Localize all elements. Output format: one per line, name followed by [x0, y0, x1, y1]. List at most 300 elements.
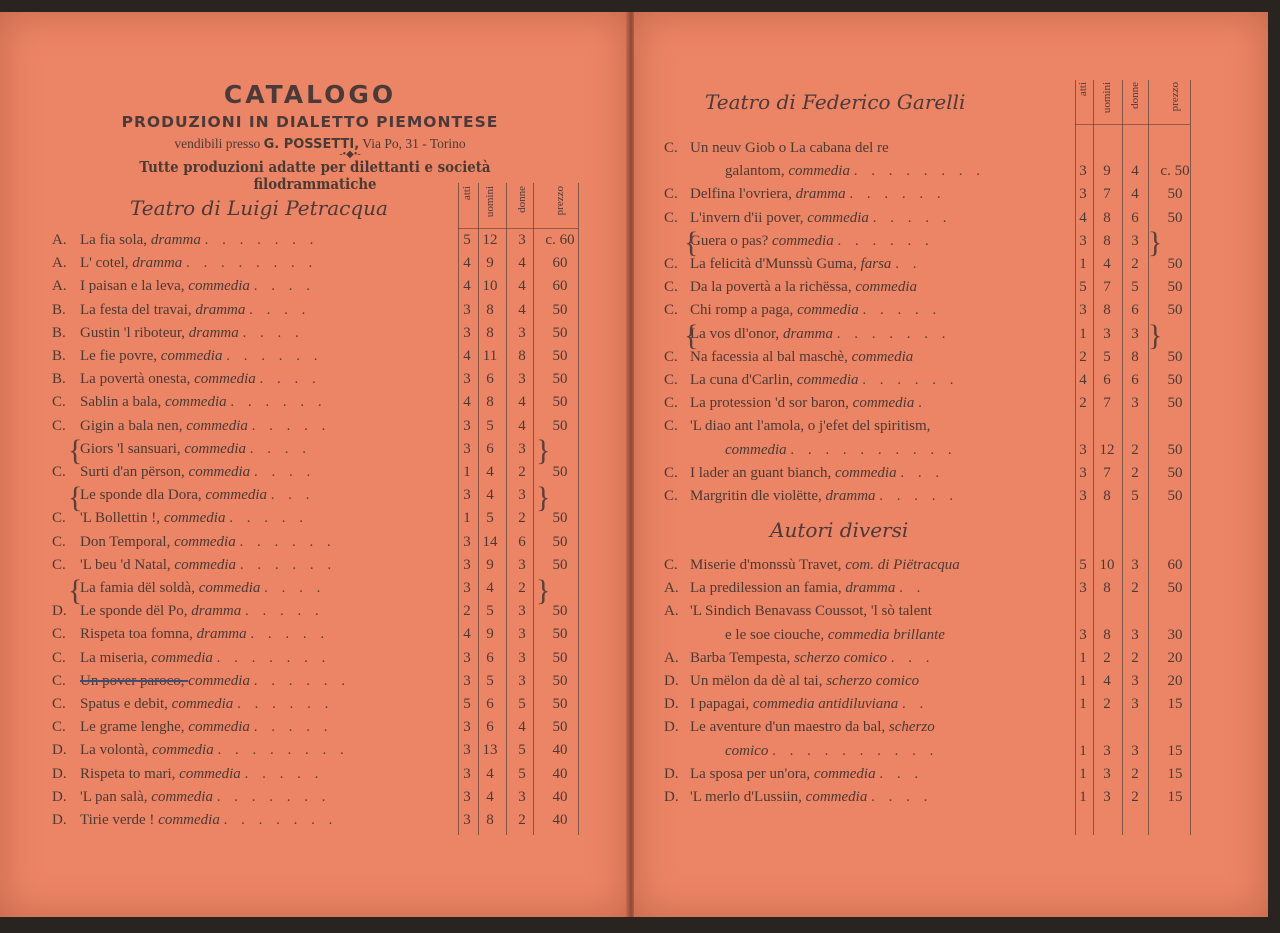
- entry-title: [725, 740, 938, 763]
- class-letter: D.: [664, 696, 679, 713]
- grouping-brace: {: [684, 226, 699, 259]
- entry-title: [690, 647, 934, 670]
- leader-dots: . .: [902, 696, 929, 713]
- entry-title: [80, 554, 336, 577]
- class-letter: C.: [664, 348, 678, 365]
- leader-dots: . . . . .: [244, 765, 324, 782]
- entry-title: [80, 600, 324, 623]
- genre: commedia: [188, 719, 254, 736]
- acts-value: 3: [1079, 580, 1087, 597]
- play-title: Un neuv Giob o La cabana del re: [690, 140, 889, 156]
- acts-value: 4: [463, 278, 471, 295]
- play-title: 'L diao ant l'amola, o j'efet del spiritism,: [690, 418, 931, 435]
- men-value: 8: [1103, 580, 1111, 597]
- leader-dots: . . . . . .: [230, 394, 327, 411]
- entry-title: [690, 786, 932, 809]
- leader-dots: . . . . .: [250, 626, 330, 643]
- men-value: 7: [1103, 186, 1111, 203]
- entry-title: [80, 531, 336, 554]
- men-value: 6: [1103, 372, 1111, 388]
- women-value: 5: [518, 696, 526, 712]
- genre: commedia: [164, 394, 231, 411]
- men-value: 5: [486, 603, 494, 620]
- entry-title: [690, 392, 927, 415]
- genre: commedia: [805, 789, 872, 805]
- column-header-prezzo: prezzo: [554, 186, 566, 216]
- acts-value: 3: [463, 812, 471, 828]
- entry-title: [690, 137, 889, 160]
- acts-value: 3: [463, 580, 471, 596]
- price-value: 20: [1167, 673, 1183, 689]
- leader-dots: . . . . .: [872, 209, 952, 226]
- men-value: 8: [1103, 488, 1111, 504]
- play-title: 'L beu 'd Natal,: [80, 556, 175, 573]
- acts-value: 2: [1079, 395, 1087, 412]
- men-value: 8: [486, 301, 494, 318]
- price-value: 20: [1167, 649, 1183, 666]
- genre: commedia: [186, 417, 252, 434]
- women-value: 4: [1131, 163, 1139, 180]
- women-value: 2: [1131, 789, 1139, 805]
- play-title: Un pover paroco,: [80, 672, 189, 689]
- play-title: Rispeta to mari,: [80, 765, 180, 782]
- class-letter: C.: [52, 696, 66, 712]
- class-letter: D.: [664, 673, 679, 689]
- class-letter: C.: [52, 417, 66, 434]
- men-value: 4: [486, 464, 494, 480]
- play-title: Rispeta toa fomna,: [80, 626, 197, 643]
- acts-value: 4: [463, 348, 471, 364]
- acts-value: 3: [1079, 626, 1087, 643]
- entry-title: [80, 577, 325, 600]
- women-value: 3: [1131, 557, 1139, 573]
- entry-title: [690, 276, 917, 299]
- entry-title: [725, 160, 985, 183]
- play-title: I papagai,: [690, 696, 753, 713]
- genre: commedia: [198, 580, 265, 596]
- play-title: La volontà,: [80, 742, 153, 759]
- entry-title: [725, 439, 957, 462]
- entry-title: [80, 623, 329, 646]
- acts-value: 4: [463, 626, 471, 643]
- class-letter: A.: [664, 649, 679, 666]
- acts-value: 3: [463, 417, 471, 434]
- genre: commedia: [151, 788, 217, 805]
- acts-value: 4: [463, 394, 471, 411]
- leader-dots: . . . . . . .: [223, 812, 338, 828]
- acts-value: 3: [463, 649, 471, 666]
- play-title: Da la povertà a la richëssa,: [690, 279, 856, 296]
- class-letter: C.: [664, 395, 678, 412]
- acts-value: 3: [463, 371, 471, 388]
- entry-title: [80, 415, 330, 438]
- genre: commedia: [163, 510, 230, 527]
- class-letter: C.: [664, 372, 678, 388]
- class-letter: D.: [664, 789, 679, 805]
- leader-dots: . . . . . .: [226, 348, 323, 364]
- women-value: 4: [518, 301, 526, 318]
- class-letter: C.: [664, 464, 678, 481]
- class-letter: D.: [52, 788, 67, 805]
- men-value: 8: [486, 324, 494, 341]
- acts-value: 4: [1079, 209, 1087, 226]
- play-title: L'invern d'ii pover,: [690, 209, 808, 226]
- price-value: 50: [552, 696, 568, 712]
- women-value: 2: [1131, 765, 1139, 782]
- price-value: 15: [1167, 765, 1183, 782]
- class-letter: C.: [664, 186, 678, 203]
- men-value: 10: [1099, 557, 1115, 573]
- acts-value: 1: [463, 464, 471, 480]
- entry-title: [690, 600, 932, 623]
- acts-value: 3: [463, 788, 471, 805]
- women-value: 5: [1131, 488, 1139, 504]
- class-letter: D.: [52, 812, 67, 828]
- genre: commedia: [194, 371, 260, 388]
- price-value: 30: [1167, 626, 1183, 643]
- play-title: La famia dël soldà,: [80, 580, 199, 596]
- grouping-brace: }: [536, 481, 551, 514]
- women-value: 3: [1131, 673, 1139, 689]
- leader-dots: . . .: [270, 487, 315, 504]
- leader-dots: .: [918, 395, 927, 412]
- men-value: 10: [482, 278, 498, 295]
- leader-dots: . . . . .: [862, 302, 942, 319]
- leader-dots: . . . . . . . .: [186, 255, 318, 272]
- price-value: 40: [552, 788, 568, 805]
- acts-value: 4: [1079, 372, 1087, 388]
- women-value: 6: [1131, 372, 1139, 388]
- men-value: 9: [486, 556, 494, 573]
- entry-title: [690, 577, 925, 600]
- men-value: 4: [486, 788, 494, 805]
- grouping-brace: }: [536, 434, 551, 467]
- price-value: 50: [552, 510, 568, 527]
- catalog-note: Tutte produzioni adatte per dilettanti e società filodrammatiche: [139, 159, 491, 193]
- men-value: 4: [1103, 673, 1111, 689]
- entry-title: [80, 716, 332, 739]
- class-letter: C.: [52, 649, 66, 666]
- genre: commedia: [851, 348, 914, 365]
- class-letter: D.: [52, 765, 67, 782]
- acts-value: 2: [463, 603, 471, 620]
- women-value: 3: [518, 487, 526, 504]
- women-value: 2: [1131, 580, 1139, 597]
- women-value: 6: [1131, 302, 1139, 319]
- women-value: 3: [518, 556, 526, 573]
- price-value: 50: [552, 464, 568, 480]
- play-title: Le aventure d'un maestro da bal,: [690, 719, 889, 736]
- class-letter: C.: [52, 626, 66, 643]
- genre: dramma: [825, 488, 880, 504]
- class-letter: A.: [52, 232, 67, 248]
- women-value: 3: [518, 603, 526, 620]
- play-title: La fia sola,: [80, 232, 151, 248]
- play-title: Miserie d'monssù Travet,: [690, 557, 846, 573]
- entry-title: [80, 739, 349, 762]
- entry-title: [80, 461, 315, 484]
- genre: dramma: [845, 580, 900, 597]
- acts-value: 3: [463, 301, 471, 318]
- grouping-brace: {: [684, 319, 699, 352]
- genre: commedia: [807, 209, 873, 226]
- men-value: 12: [1099, 441, 1115, 458]
- play-title: La vos dl'onor,: [690, 325, 783, 342]
- genre: commedia: [205, 487, 271, 504]
- column-header-donne: donne: [516, 186, 528, 213]
- column-header-donne: donne: [1129, 82, 1141, 109]
- leader-dots: . . . .: [264, 580, 326, 596]
- entry-title: [80, 670, 350, 693]
- entry-title: [690, 693, 928, 716]
- class-letter: A.: [52, 255, 67, 272]
- price-value: 50: [1167, 348, 1183, 365]
- price-value: 50: [552, 719, 568, 736]
- men-value: 4: [486, 765, 494, 782]
- entry-title: [80, 647, 330, 670]
- entry-title: [690, 415, 930, 438]
- men-value: 7: [1103, 279, 1111, 296]
- entry-title: [690, 207, 951, 230]
- grouping-brace: {: [68, 434, 83, 467]
- leader-dots: . . . . . . . . . .: [772, 742, 939, 759]
- price-value: 50: [552, 324, 568, 341]
- price-value: 60: [552, 278, 568, 295]
- men-value: 3: [1103, 325, 1111, 342]
- price-value: 50: [552, 626, 568, 643]
- women-value: 3: [518, 440, 526, 457]
- acts-value: 1: [463, 510, 471, 527]
- price-value: 50: [1167, 464, 1183, 481]
- play-title: La cuna d'Carlin,: [690, 372, 797, 388]
- acts-value: 5: [1079, 279, 1087, 296]
- men-value: 5: [486, 672, 494, 689]
- price-value: 50: [1167, 302, 1183, 319]
- price-value: 40: [552, 812, 568, 828]
- acts-value: 1: [1079, 256, 1087, 272]
- genre: commedia: [188, 672, 254, 689]
- leader-dots: . . . . . . . .: [217, 742, 349, 759]
- class-letter: D.: [664, 719, 679, 736]
- class-letter: A.: [664, 580, 679, 597]
- acts-value: 3: [463, 765, 471, 782]
- men-value: 6: [486, 696, 494, 712]
- price-value: 15: [1167, 789, 1183, 805]
- entry-title: [725, 624, 945, 647]
- catalog-subtitle: PRODUZIONI IN DIALETTO PIEMONTESE: [121, 113, 499, 131]
- class-letter: C.: [664, 209, 678, 226]
- entry-title: [690, 554, 960, 577]
- class-letter: C.: [664, 557, 678, 573]
- genre: commedia: [772, 232, 838, 249]
- genre: commedia: [188, 464, 254, 480]
- price-value: 50: [552, 649, 568, 666]
- play-title: I paisan e la leva,: [80, 278, 189, 295]
- price-value: 50: [1167, 256, 1183, 272]
- acts-value: 1: [1079, 742, 1087, 759]
- genre: commedia: [852, 395, 919, 412]
- price-value: 60: [1167, 557, 1183, 573]
- women-value: 3: [518, 649, 526, 666]
- genre: commedia: [174, 556, 240, 573]
- class-letter: B.: [52, 301, 66, 318]
- class-letter: C.: [52, 719, 66, 736]
- genre: farsa: [860, 256, 896, 272]
- acts-value: 5: [463, 232, 471, 248]
- genre: commedia: [188, 278, 254, 295]
- men-value: 2: [1103, 649, 1111, 666]
- price-value: 50: [552, 348, 568, 364]
- play-title: Giors 'l sansuari,: [80, 440, 185, 457]
- entry-title: [690, 369, 959, 392]
- entry-title: [80, 322, 304, 345]
- play-title: I lader an guant bianch,: [690, 464, 835, 481]
- genre: commedia: [158, 812, 224, 828]
- men-value: 7: [1103, 464, 1111, 481]
- class-letter: C.: [52, 510, 66, 527]
- entry-title: [80, 438, 311, 461]
- men-value: 9: [486, 255, 494, 272]
- women-value: 8: [1131, 348, 1139, 365]
- price-value: 50: [1167, 372, 1183, 388]
- leader-dots: . . . . . . .: [216, 649, 331, 666]
- play-title: Chi romp a paga,: [690, 302, 798, 319]
- play-title: Le grame lenghe,: [80, 719, 189, 736]
- acts-value: 3: [1079, 163, 1087, 180]
- women-value: 2: [1131, 649, 1139, 666]
- leader-dots: . . . . . . . . . .: [790, 441, 957, 458]
- men-value: 8: [486, 394, 494, 411]
- play-title: Sablin a bala,: [80, 394, 165, 411]
- genre: commedia: [171, 696, 238, 712]
- women-value: 2: [518, 580, 526, 596]
- women-value: 3: [518, 324, 526, 341]
- entry-title: [80, 786, 330, 809]
- acts-value: 1: [1079, 789, 1087, 805]
- price-value: 15: [1167, 696, 1183, 713]
- genre: commedia: [174, 533, 240, 550]
- women-value: 3: [518, 672, 526, 689]
- leader-dots: . . . . . .: [237, 696, 334, 712]
- section-autori-diversi: Autori diversi: [770, 518, 909, 542]
- entry-title: [80, 763, 323, 786]
- men-value: 14: [482, 533, 498, 550]
- men-value: 9: [1103, 163, 1111, 180]
- play-title: Barba Tempesta,: [690, 649, 795, 666]
- leader-dots: . . . . . .: [837, 232, 934, 249]
- play-title: 'L Sindich Benavass Coussot, 'l sò talent: [690, 603, 932, 620]
- play-title: Gigin a bala nen,: [80, 417, 187, 434]
- men-value: 6: [486, 719, 494, 736]
- women-value: 2: [518, 464, 526, 480]
- leader-dots: . . . . .: [245, 603, 324, 620]
- entry-title: [80, 299, 310, 322]
- acts-value: 1: [1079, 696, 1087, 713]
- entry-title: [690, 299, 941, 322]
- acts-value: 3: [1079, 441, 1087, 458]
- genre: dramma: [196, 626, 251, 643]
- class-letter: C.: [664, 256, 678, 272]
- women-value: 5: [518, 765, 526, 782]
- leader-dots: . . . .: [259, 371, 321, 388]
- women-value: 3: [518, 626, 526, 643]
- leader-dots: . . . . . . .: [204, 232, 319, 248]
- leader-dots: . . . . . . . .: [853, 163, 985, 180]
- acts-value: 3: [463, 324, 471, 341]
- women-value: 3: [518, 232, 526, 248]
- women-value: 4: [1131, 186, 1139, 203]
- entry-title: [80, 345, 322, 368]
- women-value: 6: [518, 533, 526, 550]
- leader-dots: . . . . . .: [239, 533, 336, 550]
- genre: commedia: [160, 348, 227, 364]
- women-value: 3: [1131, 696, 1139, 713]
- men-value: 11: [482, 348, 498, 364]
- women-value: 2: [1131, 441, 1139, 458]
- grouping-brace: }: [1148, 226, 1163, 259]
- leader-dots: . . . .: [253, 278, 315, 295]
- leader-dots: . . . .: [242, 324, 304, 341]
- women-value: 2: [518, 812, 526, 828]
- header-rule: [458, 228, 578, 229]
- women-value: 3: [1131, 232, 1139, 249]
- section-garelli: Teatro di Federico Garelli: [705, 90, 966, 114]
- leader-dots: . . . . . .: [849, 186, 946, 203]
- women-value: 3: [1131, 395, 1139, 412]
- men-value: 8: [486, 812, 494, 828]
- class-letter: A.: [52, 278, 67, 295]
- play-title: La povertà onesta,: [80, 371, 195, 388]
- seller-address: Via Po, 31 - Torino: [362, 136, 466, 151]
- play-title: Le sponde dël Po,: [80, 603, 192, 620]
- acts-value: 3: [1079, 186, 1087, 203]
- play-title: Surti d'an përson,: [80, 464, 189, 480]
- genre: commedia: [813, 765, 880, 782]
- acts-value: 1: [1079, 649, 1087, 666]
- price-value: 15: [1167, 742, 1183, 759]
- column-rule: [506, 183, 507, 835]
- catalog-title: CATALOGO: [223, 80, 397, 109]
- genre: commedia: [788, 163, 854, 180]
- leader-dots: . . . . .: [253, 719, 333, 736]
- genre: commedia: [834, 464, 901, 481]
- class-letter: C.: [664, 488, 678, 504]
- column-header-prezzo: prezzo: [1169, 82, 1181, 112]
- acts-value: 1: [1079, 765, 1087, 782]
- men-value: 5: [486, 417, 494, 434]
- women-value: 3: [1131, 325, 1139, 342]
- leader-dots: . . . .: [253, 464, 316, 480]
- class-letter: A.: [664, 603, 679, 620]
- price-value: 50: [1167, 209, 1183, 226]
- leader-dots: . . . . . . .: [216, 788, 331, 805]
- men-value: 9: [486, 626, 494, 643]
- women-value: 5: [518, 742, 526, 759]
- acts-value: 3: [463, 742, 471, 759]
- play-title: galantom,: [725, 163, 789, 180]
- price-value: 50: [552, 394, 568, 411]
- vendibili-label: vendibili presso: [174, 136, 261, 151]
- entry-title: [690, 253, 921, 276]
- acts-value: 4: [463, 255, 471, 272]
- men-value: 5: [1103, 348, 1111, 365]
- leader-dots: . .: [895, 256, 922, 272]
- genre: dramma: [782, 325, 837, 342]
- header-rule: [1075, 124, 1190, 125]
- acts-value: 2: [1079, 348, 1087, 365]
- women-value: 8: [518, 348, 526, 364]
- play-title: Gustin 'l riboteur,: [80, 324, 189, 341]
